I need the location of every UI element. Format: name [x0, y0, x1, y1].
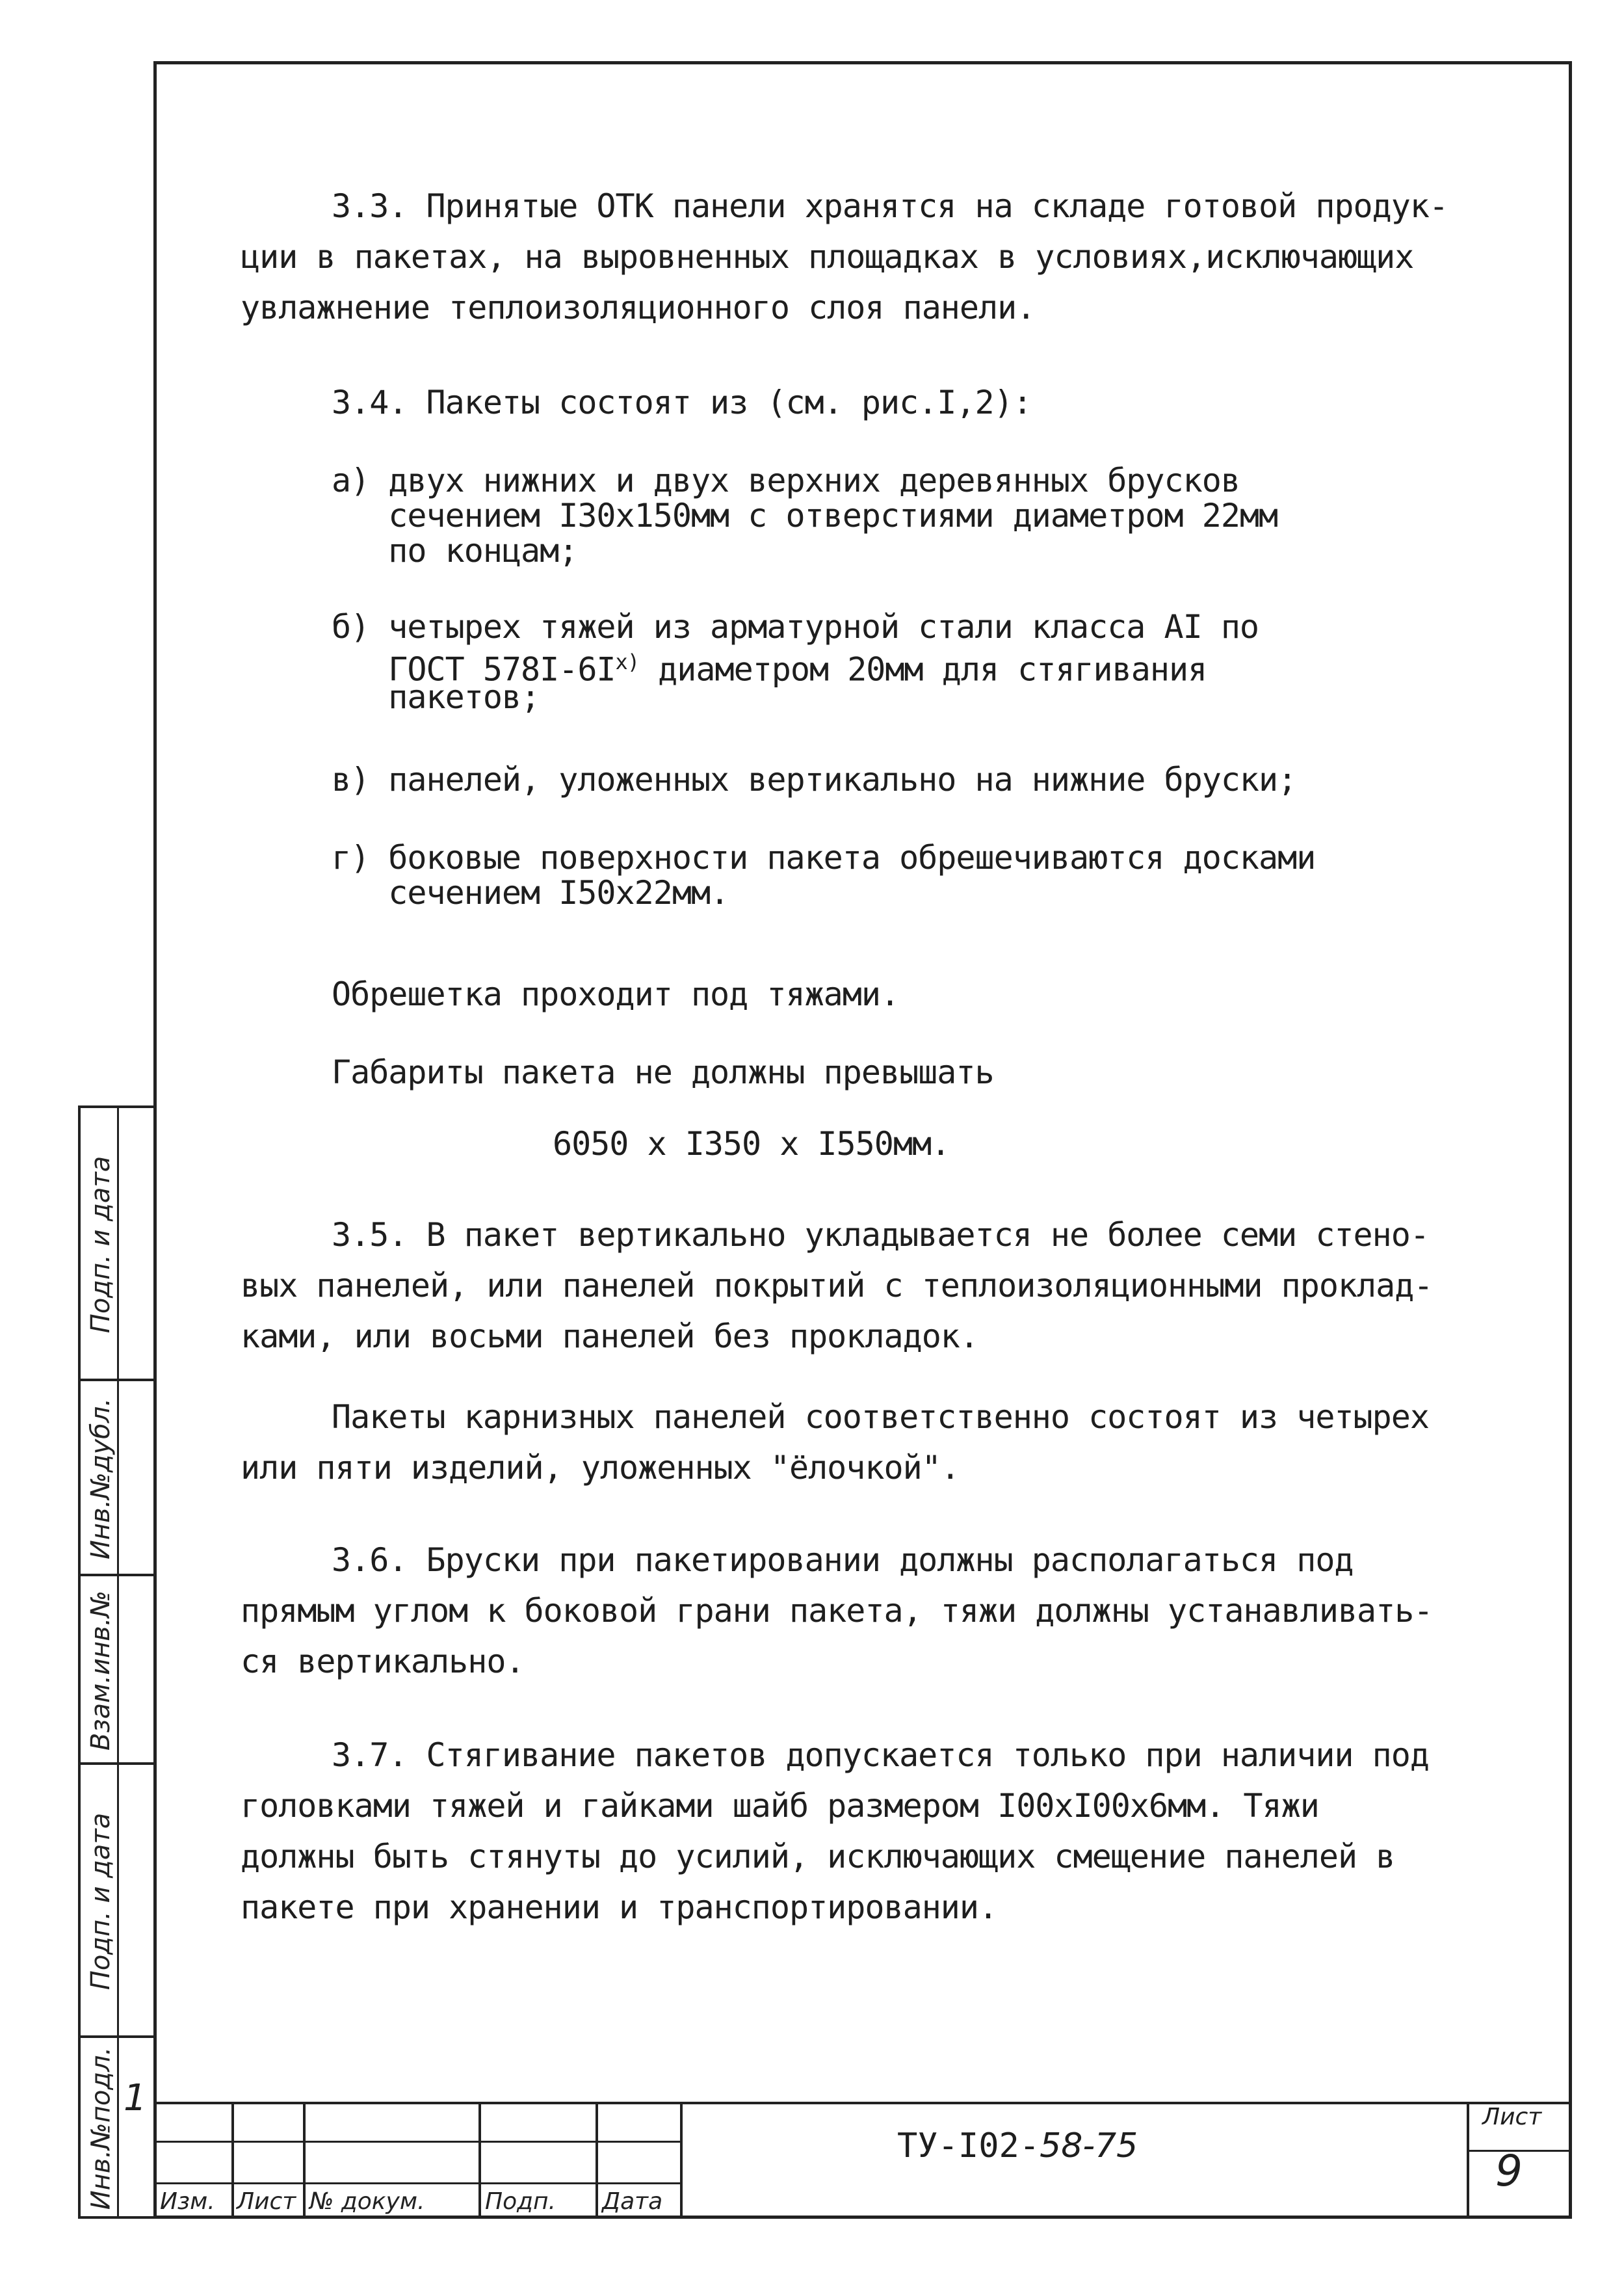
paragraph-3-6-line-1: 3.6. Бруски при пакетировании должны располагаться под [332, 1541, 1354, 1579]
list-label: Лист [237, 2188, 296, 2215]
paragraph-3-3-line-3: увлажнение теплоизоляционного слоя панели. [241, 289, 1036, 326]
label-podp-data-top: Подп. и дата [86, 1156, 116, 1334]
doc-no-label: № докум. [309, 2188, 425, 2215]
footnote-marker: x) [615, 650, 640, 674]
gost-reference: ГОСТ 578I-6I [332, 650, 616, 689]
tb-divider-1 [231, 2104, 234, 2219]
tb-row-line-1 [153, 2141, 680, 2143]
item-g-line-2: сечением I50х22мм. [332, 874, 729, 912]
tb-divider-6 [1467, 2104, 1469, 2219]
data-label: Дата [602, 2188, 663, 2215]
diameter-text: диаметром 20мм для стягивания [639, 650, 1207, 689]
sheet-label: Лист [1482, 2104, 1542, 2130]
karniz-line-1: Пакеты карнизных панелей соответственно состоят из четырех [332, 1398, 1429, 1436]
tb-divider-2 [303, 2104, 306, 2219]
item-g-line-1: г) боковые поверхности пакета обрешечиваются досками [332, 839, 1316, 877]
document-code [897, 2126, 1138, 2165]
izm-label: Изм. [160, 2188, 215, 2215]
doc-code-prefix: ТУ-I02- [897, 2126, 1040, 2165]
left-margin-strip [78, 1105, 156, 2219]
paragraph-3-5-line-1: 3.5. В пакет вертикально укладывается не более семи стено- [332, 1216, 1429, 1254]
podp-label: Подп. [485, 2188, 556, 2215]
paragraph-3-3-line-2: ции в пакетах, на выровненных площадках в условиях,исключающих [241, 238, 1414, 276]
paragraph-3-7-line-2: головками тяжей и гайками шайб размером I00хI00х6мм. Тяжи [241, 1787, 1319, 1825]
cell-inv-dubl [81, 1381, 156, 1576]
item-a-line-3: по концам; [332, 532, 578, 570]
inv-podl-value: 1 [124, 2077, 147, 2119]
paragraph-3-7-line-4: пакете при хранении и транспортировании. [241, 1888, 998, 1926]
title-block [153, 2102, 1572, 2219]
gabarity-value: 6050 х I350 х I550мм. [553, 1125, 950, 1163]
paragraph-3-6-line-3: ся вертикально. [241, 1643, 525, 1680]
paragraph-3-6-line-2: прямым углом к боковой грани пакета, тяжи должны устанавливать- [241, 1592, 1433, 1630]
paragraph-3-7-line-3: должны быть стянуты до усилий, исключающих смещение панелей в [241, 1838, 1395, 1875]
tb-divider-4 [596, 2104, 598, 2219]
item-b-line-1: б) четырех тяжей из арматурной стали класса AI по [332, 608, 1259, 646]
item-a-line-2: сечением I30х150мм с отверстиями диаметром 22мм [332, 497, 1278, 535]
paragraph-3-7-line-1: 3.7. Стягивание пакетов допускается только при наличии под [332, 1736, 1429, 1774]
cell-vzam-inv [81, 1576, 156, 1765]
label-inv-dubl: Инв.№дубл. [86, 1397, 116, 1560]
paragraph-3-5-line-3: ками, или восьми панелей без прокладок. [241, 1317, 978, 1355]
item-b-line-3: пакетов; [332, 678, 540, 716]
cell-podp-data-bottom [81, 1765, 156, 2038]
label-vzam-inv: Взам.инв.№ [86, 1590, 116, 1751]
paragraph-3-5-line-2: вых панелей, или панелей покрытий с теплоизоляционными проклад- [241, 1267, 1433, 1304]
label-podp-data-bottom: Подп. и дата [86, 1812, 116, 1991]
karniz-line-2: или пяти изделий, уложенных "ёлочкой". [241, 1449, 960, 1487]
paragraph-3-4: 3.4. Пакеты состоят из (см. рис.I,2): [332, 384, 1032, 421]
label-inv-podl: Инв.№подл. [86, 2046, 116, 2210]
cell-inv-podl [81, 2038, 156, 2219]
item-a-line-1: а) двух нижних и двух верхних деревянных брусков [332, 462, 1240, 499]
doc-code-suffix: 58-75 [1040, 2126, 1138, 2165]
item-v: в) панелей, уложенных вертикально на нижние бруски; [332, 761, 1297, 799]
tb-divider-5 [680, 2104, 683, 2219]
obreshetka-text: Обрешетка проходит под тяжами. [332, 975, 900, 1013]
cell-podp-data-top [81, 1108, 156, 1381]
sheet-number: 9 [1495, 2146, 1523, 2196]
tb-divider-3 [478, 2104, 481, 2219]
paragraph-3-3-line-1: 3.3. Принятые ОТК панели хранятся на складе готовой продук- [332, 187, 1448, 225]
gabarity-text: Габариты пакета не должны превышать [332, 1053, 994, 1091]
tb-row-line-2 [153, 2182, 680, 2184]
